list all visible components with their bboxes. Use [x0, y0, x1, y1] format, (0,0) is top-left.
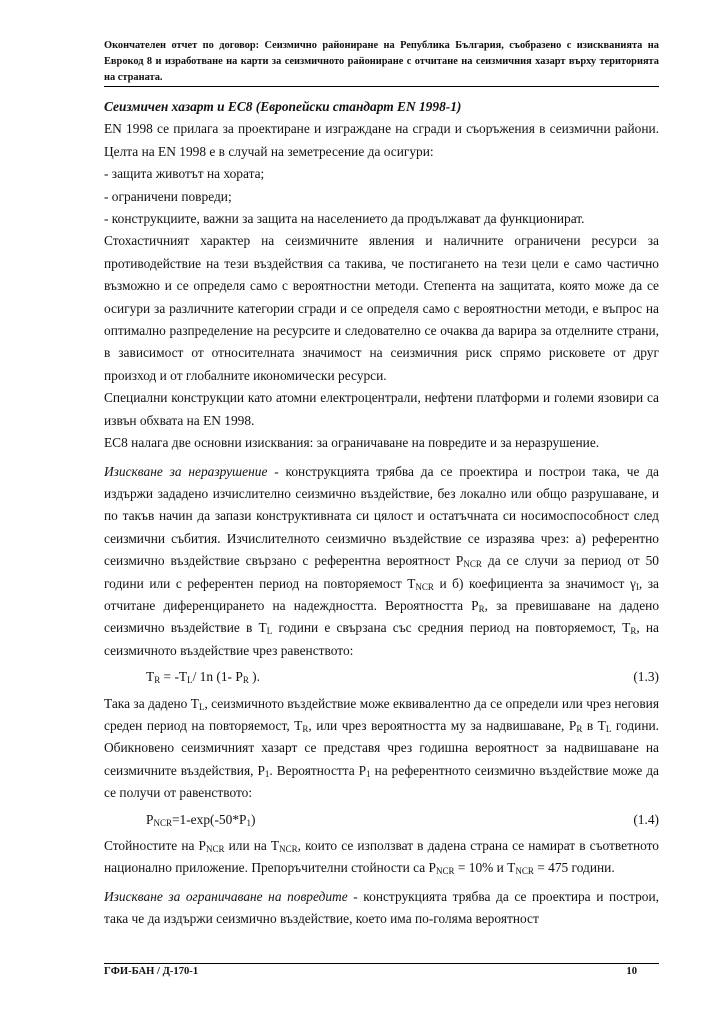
term-damage-limitation: Изискване за ограничаване на повредите	[104, 888, 348, 904]
equation-number: (1.3)	[633, 669, 659, 685]
paragraph-damage-limitation: Изискване за ограничаване на повредите - конструкцията трябва да се проектира и построи, така че да издържи сеизмично въздействие, което има по-голяма вероятност	[104, 888, 659, 927]
list-item: - защита животът на хората;	[104, 166, 265, 182]
list-item: - ограничени повреди;	[104, 188, 232, 204]
paragraph-special-structures: Специални конструкции като атомни електроцентрали, нефтени платформи и големи язовири са извън обхвата на EN 1998.	[104, 390, 659, 428]
paragraph-return-period: Така за дадено $T_L$, сеизмичното въздействие може еквивалентно да се определи или чрез неговия среден период на повторяемост, $T_R$, или чрез вероятността му за надвишаване, $P_R$ в $T_L$ години. Обикновено сеизмичният хазарт се представя чрез годишна вероятност за надвишаване на сеизмичните въздействия, $P_1$. Вероятността $P_1$ на референтното сеизмично въздействие може да се получи от равенството:	[104, 695, 660, 801]
equation-body: $T_R = -T_L/$ 1n (1- $P_R$ ).	[146, 669, 260, 686]
paragraph-recommended-values: Стойностите на $P_{NCR}$ или на $T_{NCR}$, които се използват в дадена страна се намират в съответното национално приложение. Препоръчителни стойности са $P_{NCR} = 10\%$ и $T_{NCR} = 475$ години.	[104, 838, 659, 877]
paragraph-requirements: ЕС8 налага две основни изисквания: за ограничаване на повредите и за неразрушение.	[104, 435, 600, 451]
equation-1-3	[104, 666, 659, 688]
equation-1-4	[104, 809, 659, 831]
equation-body: $P_{NCR}=1-\exp(-50*P_1)$	[146, 811, 256, 828]
term-no-collapse: Изискване за неразрушение	[104, 463, 268, 479]
paragraph-stochastic: Стохастичният характер на сеизмичните явления и наличните ограничени ресурси за противодействие на тези въздействия са такива, че постигането на тези цели е само частично възможно и се определя само с вероятностни методи. Степента на защитата, която може да се осигури за различните категории сгради и се определя само с вероятностни методи, е въпрос на оптимално разпределение на ресурсите и следователно се очаква да варира за отделните страни, в зависимост от относителната значимост на сеизмичния риск спрямо рисковете от друг произход и от глобалните икономически ресурси.	[104, 233, 659, 383]
footer-org: ГФИ-БАН / Д-170-1	[104, 966, 199, 977]
page-footer	[104, 966, 659, 977]
body-text	[104, 96, 659, 931]
page-number: 10	[626, 966, 637, 977]
paragraph-scope: EN 1998 се прилага за проектиране и изграждане на сгради и съоръжения в сеизмични райони. Целта на EN 1998 е в случай на земетресение да осигури:	[104, 121, 659, 159]
paragraph-no-collapse: Изискване за неразрушение - конструкцията трябва да се проектира и построи така, че да издържи зададено изчислително сеизмично въздействие, без локално или общо разрушаване, и по такъв начин да запази конструктивната си цялост и остатъчната си носимоспособност след сеизмични събития. Изчислителното сеизмично въздействие се изразява чрез: а) референтно сеизмично въздействие свързано с референтна вероятност $P_{NCR}$ да се случи за период от 50 години или с референтен период на повторяемост $T_{NCR}$ и б) коефициента за значимост $\gamma_I$, за отчитане диференцирането на надеждността. Вероятността $P_R$, за превишаване на дадено сеизмично въздействие в $T_L$ години е свързана със средния период на повторяемост, $T_R$, на сеизмичното въздействие чрез равенството:	[104, 463, 660, 658]
footer-rule	[104, 963, 659, 964]
running-header: Окончателен отчет по договор: Сеизмично райониране на Република България, съобразено с изискванията на Еврокод 8 и изработване на карти за сеизмичното райониране с отчитане на сеизмичния хазарт върху територията на страната.	[104, 40, 659, 83]
header-rule	[104, 86, 659, 87]
equation-number: (1.4)	[633, 811, 659, 827]
section-title: Сеизмичен хазарт и ЕС8 (Европейски стандарт EN 1998-1)	[104, 99, 462, 114]
list-item: - конструкциите, важни за защита на населението да продължават да функционират.	[104, 211, 585, 227]
